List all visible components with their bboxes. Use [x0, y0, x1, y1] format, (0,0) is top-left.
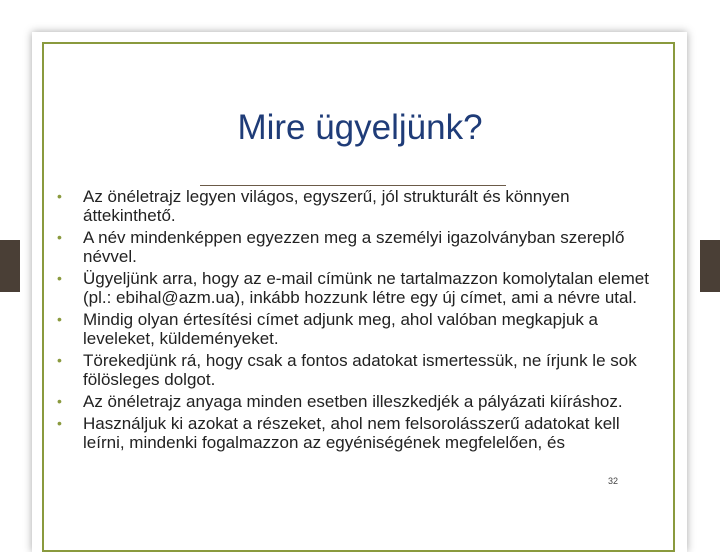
slide-title: Mire ügyeljünk?: [237, 108, 483, 147]
list-item: [55, 269, 665, 307]
bullet-icon: •: [57, 352, 62, 368]
list-item: [55, 310, 665, 348]
bullet-icon: •: [57, 311, 62, 327]
bullet-text: Az önéletrajz legyen világos, egyszerű, jól strukturált és könnyen áttekinthető.: [83, 187, 570, 225]
right-decorative-band: [700, 240, 720, 292]
bullet-text: A név mindenképpen egyezzen meg a személyi igazolványban szereplő névvel.: [83, 228, 625, 266]
bullet-icon: •: [57, 270, 62, 286]
list-item: [55, 414, 665, 452]
title-underline: [200, 185, 506, 186]
bullet-text: Ügyeljünk arra, hogy az e-mail címünk ne tartalmazzon komolytalan elemet (pl.: ebihal@azm.ua), inkább hozzunk létre egy új címet, ami a névre utal.: [83, 269, 649, 307]
bullet-icon: •: [57, 229, 62, 245]
bullet-text: Használjuk ki azokat a részeket, ahol nem felsorolásszerű adatokat kell leírni, mindenki fogalmazzon az egyéniségének megfelelően, és: [83, 414, 620, 452]
bullet-list: [55, 187, 665, 455]
left-decorative-band: [0, 240, 20, 292]
list-item: [55, 351, 665, 389]
bullet-icon: •: [57, 188, 62, 204]
bullet-text: Az önéletrajz anyaga minden esetben illeszkedjék a pályázati kiíráshoz.: [83, 392, 623, 411]
bullet-text: Törekedjünk rá, hogy csak a fontos adatokat ismertessük, ne írjunk le sok fölösleges dolgot.: [83, 351, 637, 389]
list-item: [55, 228, 665, 266]
bullet-icon: •: [57, 393, 62, 409]
bullet-icon: •: [57, 415, 62, 431]
page-number: 32: [608, 476, 619, 486]
bullet-text: Mindig olyan értesítési címet adjunk meg, ahol valóban megkapjuk a leveleket, küldeményeket.: [83, 310, 599, 348]
list-item: [55, 187, 665, 225]
list-item: [55, 392, 665, 411]
